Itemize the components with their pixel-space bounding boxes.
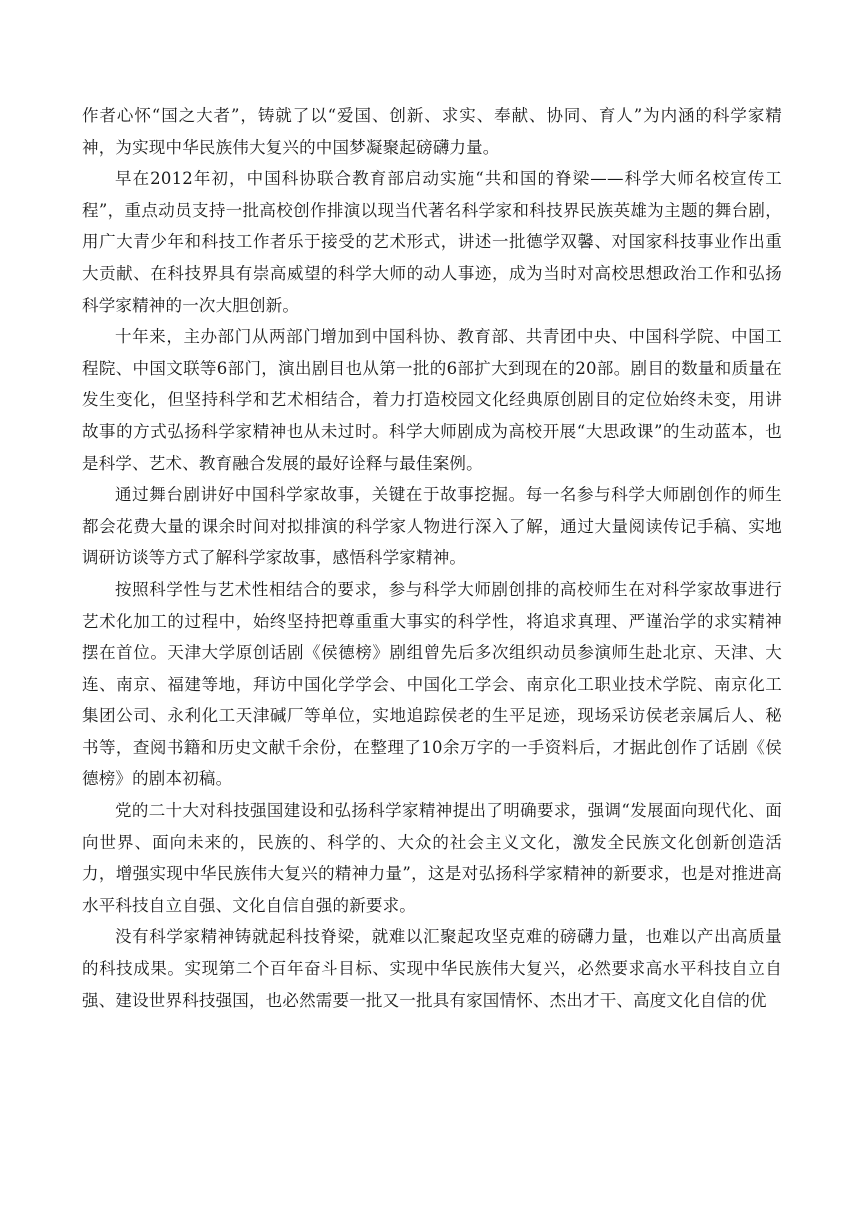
paragraph: 通过舞台剧讲好中国科学家故事，关键在于故事挖掘。每一名参与科学大师剧创作的师生都会花费大量的课余时间对拟排演的科学家人物进行深入了解，通过大量阅读传记手稿、实地调研访谈等方式了解科学家故事，感悟科学家精神。 xyxy=(82,485,782,568)
paragraph: 没有科学家精神铸就起科技脊梁，就难以汇聚起攻坚克难的磅礴力量，也难以产出高质量的科技成果。实现第二个百年奋斗目标、实现中华民族伟大复兴，必然要求高水平科技自立自强、建设世界科技强国，也必然需要一批又一批具有家国情怀、杰出才干、高度文化自信的优 xyxy=(82,927,782,1010)
paragraph: 作者心怀“国之大者”，铸就了以“爱国、创新、求实、奉献、协同、育人”为内涵的科学家精神，为实现中华民族伟大复兴的中国梦凝聚起磅礴力量。 xyxy=(82,106,782,157)
paragraph: 十年来，主办部门从两部门增加到中国科协、教育部、共青团中央、中国科学院、中国工程院、中国文联等6部门，演出剧目也从第一批的6部扩大到现在的20部。剧目的数量和质量在发生变化，但坚持科学和艺术相结合，着力打造校园文化经典原创剧目的定位始终未变，用讲故事的方式弘扬科学家精神也从未过时。科学大师剧成为高校开展“大思政课”的生动蓝本，也是科学、艺术、教育融合发展的最好诠释与最佳案例。 xyxy=(82,327,782,473)
paragraph: 早在2012年初，中国科协联合教育部启动实施“共和国的脊梁——科学大师名校宣传工程”，重点动员支持一批高校创作排演以现当代著名科学家和科技界民族英雄为主题的舞台剧，用广大青少年和科技工作者乐于接受的艺术形式，讲述一批德学双馨、对国家科技事业作出重大贡献、在科技界具有崇高威望的科学大师的动人事迹，成为当时对高校思想政治工作和弘扬科学家精神的一次大胆创新。 xyxy=(82,169,782,315)
paragraph: 按照科学性与艺术性相结合的要求，参与科学大师剧创排的高校师生在对科学家故事进行艺术化加工的过程中，始终坚持把尊重重大事实的科学性，将追求真理、严谨治学的求实精神摆在首位。天津大学原创话剧《侯德榜》剧组曾先后多次组织动员参演师生赴北京、天津、大连、南京、福建等地，拜访中国化学学会、中国化工学会、南京化工职业技术学院、南京化工集团公司、永利化工天津碱厂等单位，实地追踪侯老的生平足迹，现场采访侯老亲属后人、秘书等，查阅书籍和历史文献千余份，在整理了10余万字的一手资料后，才据此创作了话剧《侯德榜》的剧本初稿。 xyxy=(82,579,782,789)
paragraph: 党的二十大对科技强国建设和弘扬科学家精神提出了明确要求，强调“发展面向现代化、面向世界、面向未来的，民族的、科学的、大众的社会主义文化，激发全民族文化创新创造活力，增强实现中华民族伟大复兴的精神力量”，这是对弘扬科学家精神的新要求，也是对推进高水平科技自立自强、文化自信自强的新要求。 xyxy=(82,801,782,915)
document-body xyxy=(82,100,782,1016)
